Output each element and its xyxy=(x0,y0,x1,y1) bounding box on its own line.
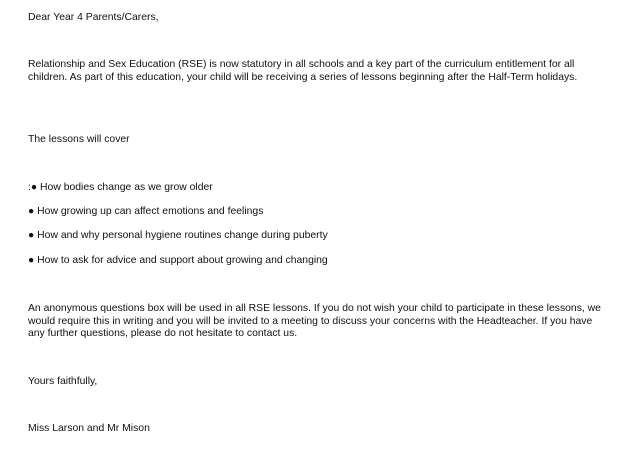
letter-signatories: Miss Larson and Mr Mison xyxy=(28,423,150,434)
intro-paragraph: Relationship and Sex Education (RSE) is now statutory in all schools and a key part of the curriculum entitlement for all children. As part of this education, your child will be receiving a series of lessons beginning after the Half-Term holidays. xyxy=(28,59,578,83)
letter-greeting: Dear Year 4 Parents/Carers, xyxy=(28,12,159,23)
letter-closing: Yours faithfully, xyxy=(28,376,98,387)
lesson-bullet-2: ● How growing up can affect emotions and feelings xyxy=(28,206,264,217)
questions-paragraph: An anonymous questions box will be used in all RSE lessons. If you do not wish your child to participate in these lessons, we would require this in writing and you will be invited to a meeting to discuss your concerns with the Headteacher. If you have any further questions, please do not hesitate to contact us. xyxy=(28,303,601,340)
lesson-bullet-4: ● How to ask for advice and support about growing and changing xyxy=(28,255,328,266)
lesson-bullet-3: ● How and why personal hygiene routines change during puberty xyxy=(28,230,328,241)
lessons-heading: The lessons will cover xyxy=(28,134,130,145)
lesson-bullet-1: :● How bodies change as we grow older xyxy=(28,182,213,193)
